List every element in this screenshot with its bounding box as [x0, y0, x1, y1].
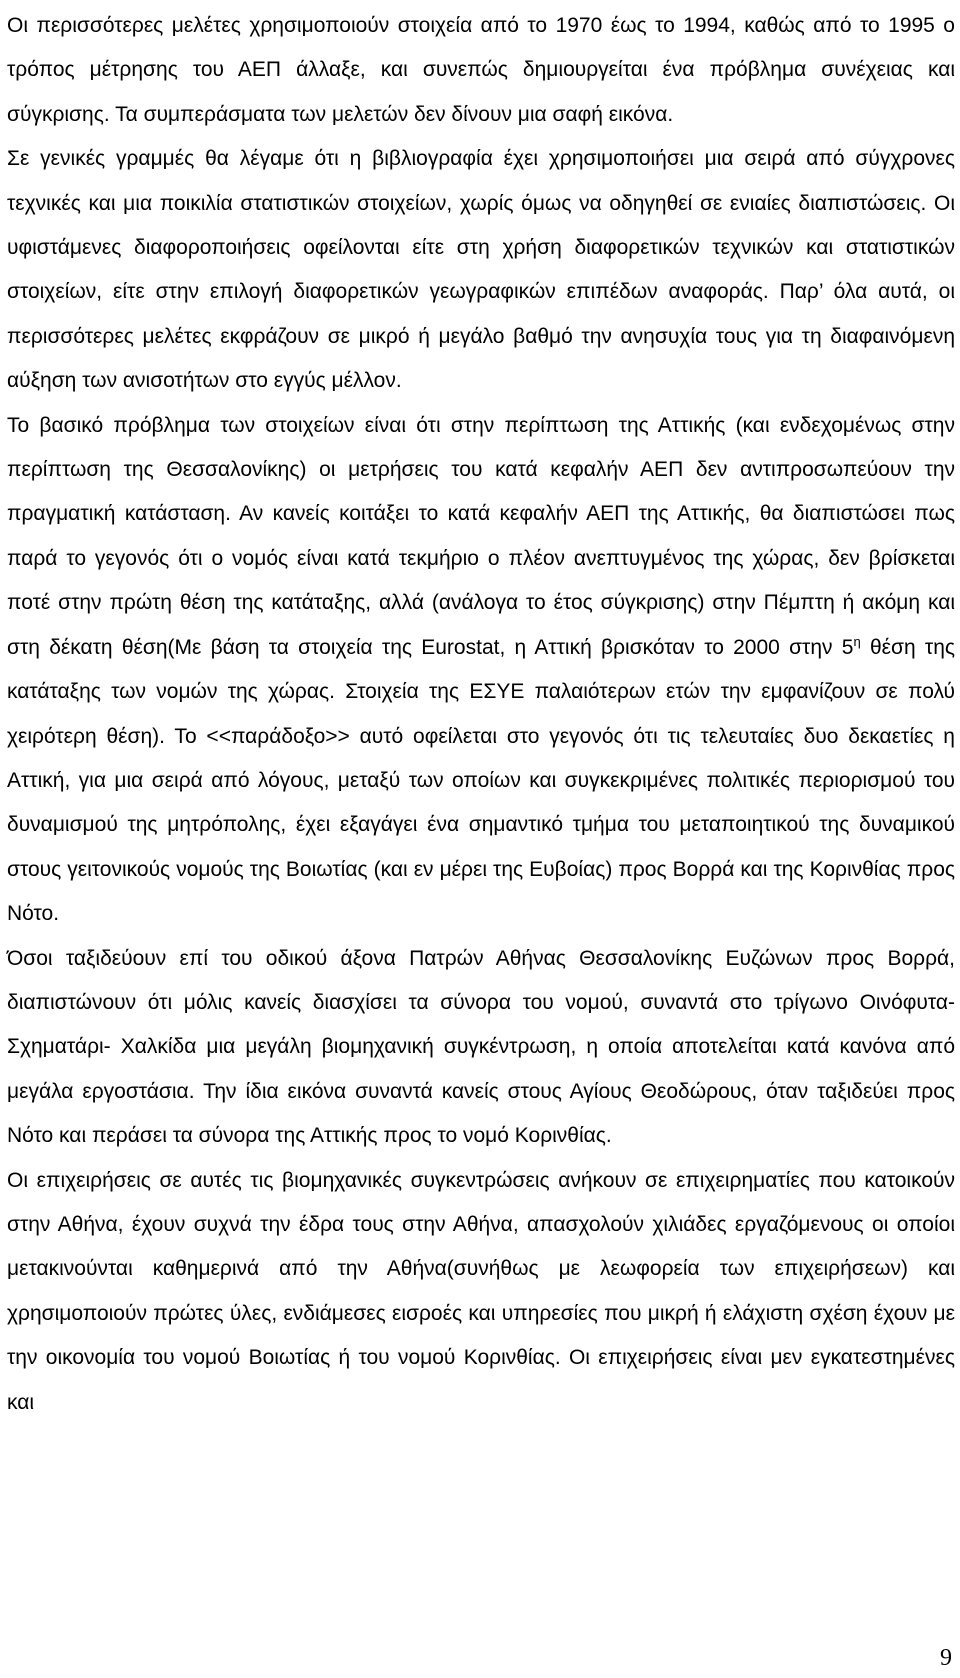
paragraph-4: Όσοι ταξιδεύουν επί του οδικού άξονα Πατρών Αθήνας Θεσσαλονίκης Ευζώνων προς Βορρά, διαπιστώνουν ότι μόλις κανείς διασχίσει τα σύνορα του νομού, συναντά στο τρίγωνο Οινόφυτα- Σχηματάρι- Χαλκίδα μια μεγάλη βιομηχανική συγκέντρωση, η οποία αποτελείται κατά κανόνα από μεγάλα εργοστάσια. Την ίδια εικόνα συναντά κανείς στους Αγίους Θεοδώρους, όταν ταξιδεύει προς Νότο και περάσει τα σύνορα της Αττικής προς το νομό Κορινθίας.	[7, 946, 955, 1148]
paragraph-2: Σε γενικές γραμμές θα λέγαμε ότι η βιβλιογραφία έχει χρησιμοποιήσει μια σειρά από σύγχρονες τεχνικές και μια ποικιλία στατιστικών στοιχείων, χωρίς όμως να οδηγηθεί σε ενιαίες διαπιστώσεις. Οι υφιστάμενες διαφοροποιήσεις οφείλονται είτε στη χρήση διαφορετικών τεχνικών και στατιστικών στοιχείων, είτε στην επιλογή διαφορετικών γεωγραφικών επιπέδων αναφοράς. Παρ’ όλα αυτά, οι περισσότερες μελέτες εκφράζουν σε μικρό ή μεγάλο βαθμό την ανησυχία τους για τη διαφαινόμενη αύξηση των ανισοτήτων στο εγγύς μέλλον.	[7, 147, 955, 393]
paragraph-1: Οι περισσότερες μελέτες χρησιμοποιούν στοιχεία από το 1970 έως το 1994, καθώς από το 1995 ο τρόπος μέτρησης του ΑΕΠ άλλαξε, και συνεπώς δημιουργείται ένα πρόβλημα συνέχειας και σύγκρισης. Τα συμπεράσματα των μελετών δεν δίνουν μια σαφή εικόνα.	[7, 14, 955, 126]
paragraph-3	[7, 404, 955, 937]
ordinal-superscript: η	[853, 633, 861, 649]
paragraph-3-text-start: Το βασικό πρόβλημα των στοιχείων είναι ότι στην περίπτωση της Αττικής (και ενδεχομένως στην περίπτωση της Θεσσαλονίκης) οι μετρήσεις του κατά κεφαλήν ΑΕΠ δεν αντιπροσωπεύουν την πραγματική κατάσταση. Αν κανείς κοιτάξει το κατά κεφαλήν ΑΕΠ της Αττικής, θα διαπιστώσει πως παρά το γεγονός ότι ο νομός είναι κατά τεκμήριο ο πλέον ανεπτυγμένος της χώρας, δεν βρίσκεται ποτέ στην πρώτη θέση της κατάταξης, αλλά (ανάλογα το έτος σύγκρισης) στην Πέμπτη ή ακόμη και στη δέκατη θέση(Με βάση τα στοιχεία της Eurostat, η Αττική βρισκόταν το 2000 στην 5	[7, 413, 955, 659]
paragraph-5: Οι επιχειρήσεις σε αυτές τις βιομηχανικές συγκεντρώσεις ανήκουν σε επιχειρηματίες που κατοικούν στην Αθήνα, έχουν συχνά την έδρα τους στην Αθήνα, απασχολούν χιλιάδες εργαζόμενους οι οποίοι μετακινούνται καθημερινά από την Αθήνα(συνήθως με λεωφορεία των επιχειρήσεων) και χρησιμοποιούν πρώτες ύλες, ενδιάμεσες εισροές και υπηρεσίες που μικρή ή ελάχιστη σχέση έχουν με την οικονομία του νομού Βοιωτίας ή του νομού Κορινθίας. Οι επιχειρήσεις είναι μεν εγκατεστημένες και	[7, 1168, 955, 1414]
paragraph-3-text-end: θέση της κατάταξης των νομών της χώρας. Στοιχεία της ΕΣΥΕ παλαιότερων ετών την εμφανίζουν σε πολύ χειρότερη θέση). Το <<παράδοξο>> αυτό οφείλεται στο γεγονός ότι τις τελευταίες δυο δεκαετίες η Αττική, για μια σειρά από λόγους, μεταξύ των οποίων και συγκεκριμένες πολιτικές περιορισμού του δυναμισμού της μητρόπολης, έχει εξαγάγει ένα σημαντικό τμήμα του μεταποιητικού της δυναμικού στους γειτονικούς νομούς της Βοιωτίας (και εν μέρει της Ευβοίας) προς Βορρά και της Κορινθίας προς Νότο.	[7, 635, 955, 926]
page-number: 9	[940, 1645, 952, 1671]
body-text	[7, 4, 955, 1425]
